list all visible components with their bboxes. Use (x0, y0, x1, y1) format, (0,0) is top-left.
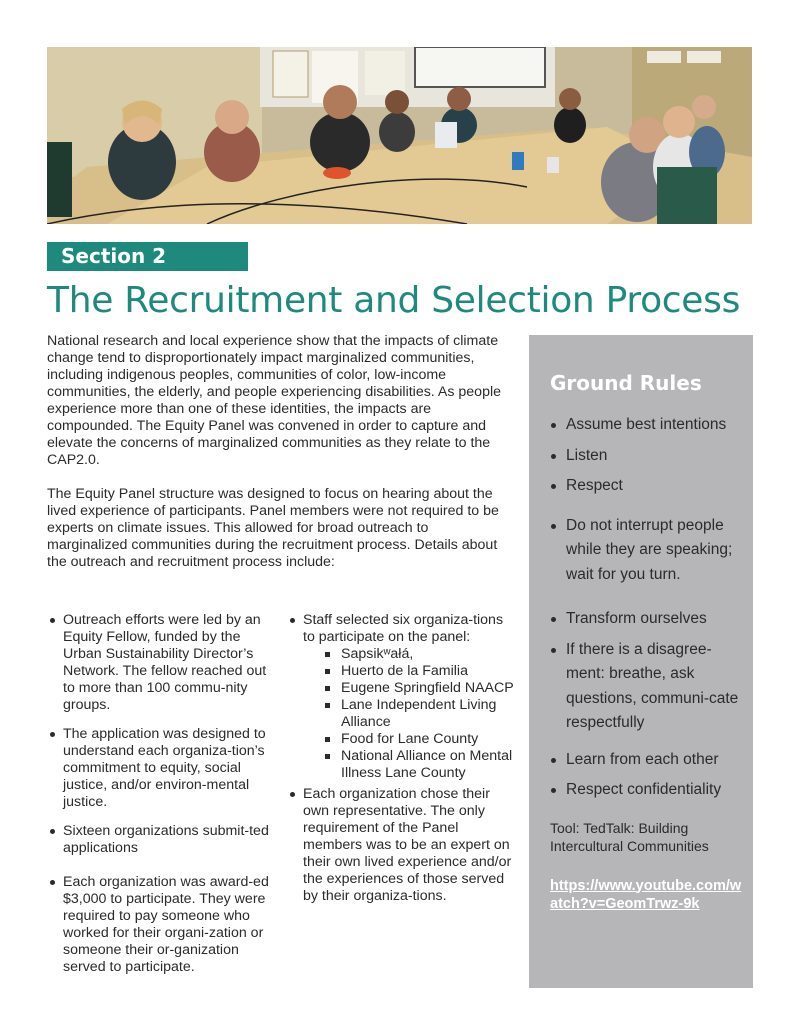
list-item: Sixteen organizations submit-ted applications (47, 823, 279, 857)
rule-item: Respect (550, 474, 743, 499)
ground-rules-sidebar (529, 335, 753, 988)
intro-paragraph-2: The Equity Panel structure was designed to focus on hearing about the lived experience of participants. Panel members were not required to be experts on climate issues. This allowed for broad outreach to marginalized communities during the recruitment process. Details about the outreach and recruitment process include: (47, 486, 499, 570)
list-item (287, 612, 515, 782)
organization-item: Eugene Springfield NAACP (325, 680, 515, 697)
section-badge: Section 2 (47, 242, 248, 271)
meeting-photo (47, 47, 752, 224)
organization-item: Food for Lane County (325, 731, 515, 748)
details-left-list (47, 612, 279, 976)
ground-rules-list (550, 413, 743, 803)
list-item: The application was designed to understand each organiza-tion’s commitment to equity, social justice, and/or environ-mental justice. (47, 726, 279, 811)
tedtalk-link[interactable]: https://www.youtube.com/watch?v=GeomTrwz-9k (550, 877, 742, 912)
rule-item: Listen (550, 444, 743, 469)
list-item: Outreach efforts were led by an Equity Fellow, funded by the Urban Sustainability Director’s Network. The fellow reached out to more than 100 commu-nity groups. (47, 612, 279, 714)
sidebar-heading: Ground Rules (550, 371, 702, 395)
list-item: Each organization chose their own representative. The only requirement of the Panel members was to be an expert on their own lived experience and/or the experiences of those served by their organiza-tions. (287, 786, 515, 905)
intro-paragraph-1: National research and local experience show that the impacts of climate change tend to disproportionately impact marginalized communities, including indigenous peoples, communities of color, low-income communities, the elderly, and people experiencing disabilities. As people experience more than one of these identities, the impacts are compounded. The Equity Panel was convened in order to capture and elevate the concerns of marginalized communities as they relate to the CAP2.0. (47, 333, 502, 468)
tool-reference: Tool: TedTalk: Building Intercultural Communities (550, 819, 709, 854)
rule-item: Respect confidentiality (550, 778, 743, 803)
details-right-column (287, 612, 515, 917)
rule-item: Transform ourselves (550, 607, 743, 632)
organization-item: National Alliance on Mental Illness Lane County (325, 748, 515, 782)
rule-item: Assume best intentions (550, 413, 743, 438)
details-left-column (47, 612, 279, 988)
rule-item: Do not interrupt people while they are speaking; wait for you turn. (550, 514, 743, 588)
selected-organizations-intro: Staff selected six organiza-tions to participate on the panel: (303, 612, 504, 645)
page-title: The Recruitment and Selection Process (47, 280, 741, 321)
organization-list (287, 646, 515, 782)
organization-item: Huerto de la Familia (325, 663, 515, 680)
details-right-list (287, 612, 515, 905)
organization-item: Sapsikʷałá, (325, 646, 515, 663)
intro-text (47, 333, 507, 588)
meeting-photo-illustration (47, 47, 752, 224)
organization-item: Lane Independent Living Alliance (325, 697, 515, 731)
rule-item: If there is a disagree-ment: breathe, ask questions, communi-cate respectfully (550, 638, 743, 736)
list-item: Each organization was award-ed $3,000 to participate. They were required to pay someone who worked for their organi-zation or someone their or-ganization served to participate. (47, 874, 279, 976)
rule-item: Learn from each other (550, 748, 743, 773)
